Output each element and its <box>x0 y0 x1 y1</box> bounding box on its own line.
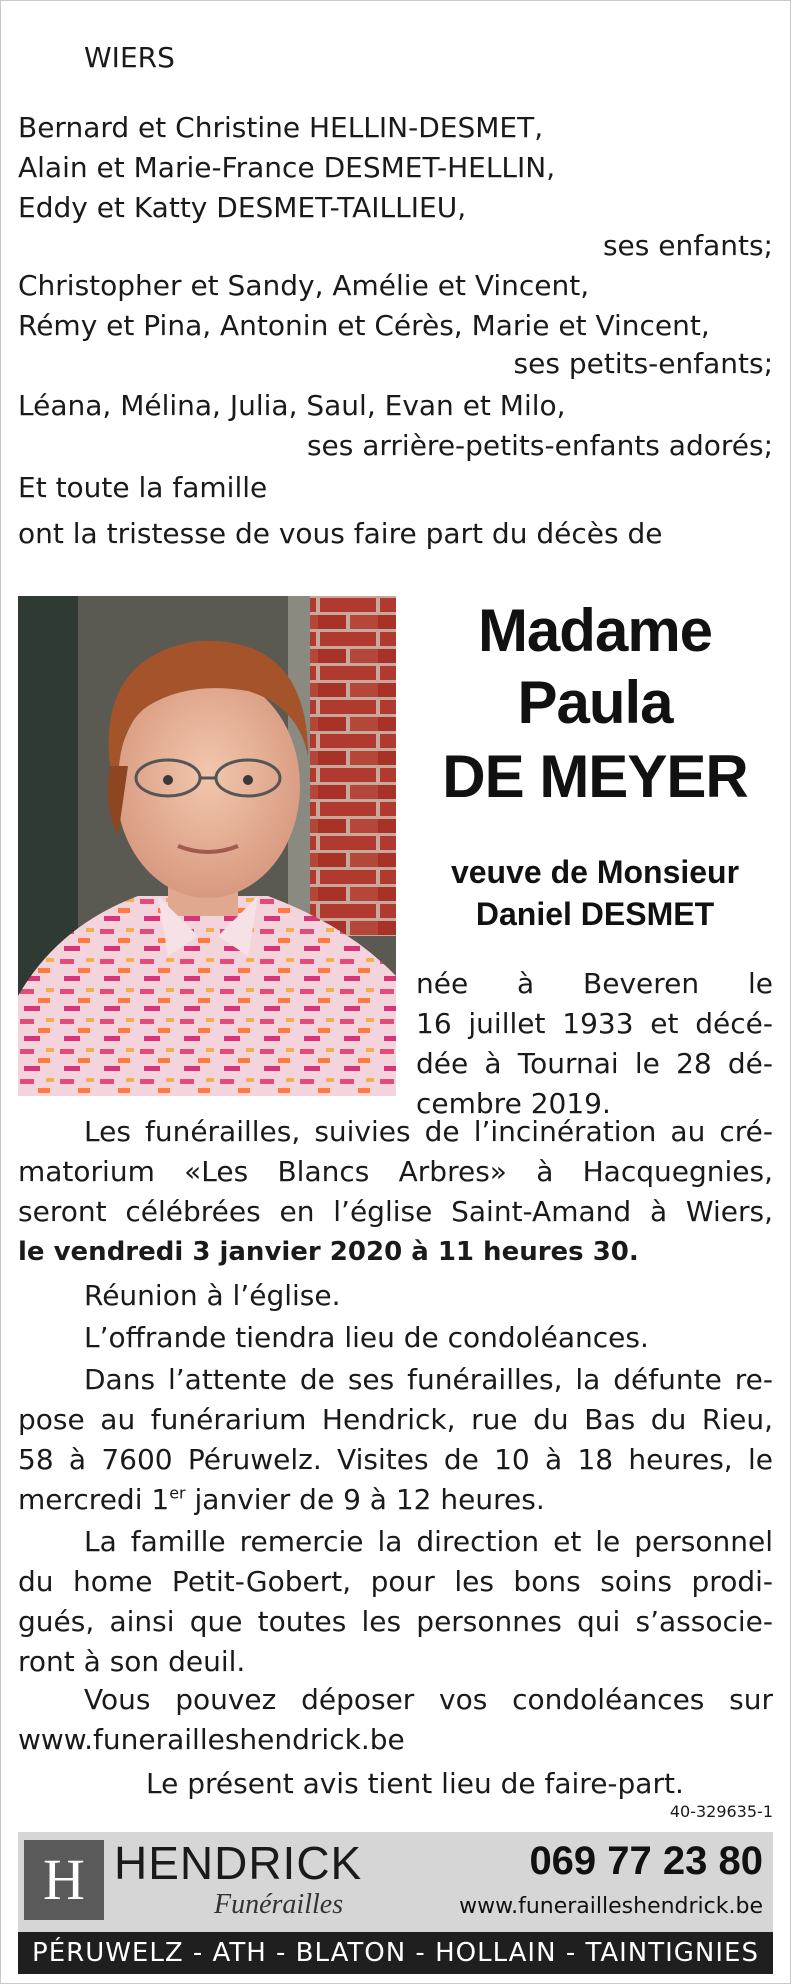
ordinal-superscript: er <box>169 1483 186 1503</box>
deceased-last-name: DE MEYER <box>442 743 748 810</box>
thanks-line: gués, ainsi que toutes les personnes qui s’associe- <box>18 1605 773 1638</box>
town-list: PÉRUWELZ - ATH - BLATON - HOLLAIN - TAINTIGNIES <box>18 1932 773 1974</box>
grandchildren-label: ses petits-enfants; <box>513 347 773 380</box>
funeral-home-banner <box>18 1832 773 1974</box>
funeral-home-subtitle: Funérailles <box>214 1889 344 1920</box>
child-line: Alain et Marie-France DESMET-HELLIN, <box>18 151 556 184</box>
deceased-first-name: Paula <box>517 669 673 736</box>
thanks-line: ront à son deuil. <box>18 1645 246 1678</box>
great-grandchildren-label: ses arrière-petits-enfants adorés; <box>306 429 773 462</box>
rest-line: pose au funérarium Hendrick, rue du Bas du Rieu, <box>18 1403 773 1436</box>
funeral-line: matorium «Les Blancs Arbres» à Hacquegnies, <box>18 1155 773 1188</box>
portrait-photo <box>18 596 396 1096</box>
deceased-title: Madame <box>477 597 713 664</box>
funeral-line: Les funérailles, suivies de l’incinération au cré- <box>84 1115 773 1148</box>
birth-death-line: dée à Tournai le 28 dé- <box>416 1047 773 1080</box>
funeral-home-name: HENDRICK <box>114 1837 363 1889</box>
birth-death-line: cembre 2019. <box>416 1087 611 1120</box>
place-header: WIERS <box>84 41 175 74</box>
rest-line: Dans l’attente de ses funérailles, la défunte re- <box>84 1363 773 1396</box>
widow-line: veuve de Monsieur <box>450 854 740 890</box>
rest-line-after: janvier de 9 à 12 heures. <box>185 1483 545 1516</box>
thanks-line: du home Petit-Gobert, pour les bons soins prodi- <box>18 1565 773 1598</box>
funeral-home-phone[interactable]: 069 77 23 80 <box>529 1839 763 1883</box>
funeral-line: seront célébrées en l’église Saint-Amand à Wiers, <box>18 1195 773 1228</box>
child-line: Bernard et Christine HELLIN-DESMET, <box>18 111 544 144</box>
condolences-url[interactable]: www.funerailleshendrick.be <box>18 1723 405 1756</box>
birth-death-line: née à Beveren le <box>416 967 773 1000</box>
offering-note: L’offrande tiendra lieu de condoléances. <box>84 1321 649 1354</box>
funeral-home-website[interactable]: www.funerailleshendrick.be <box>459 1894 763 1919</box>
rest-line-last <box>18 1480 545 1520</box>
closing-note: Le présent avis tient lieu de faire-part. <box>146 1767 684 1800</box>
whole-family: Et toute la famille <box>18 471 268 504</box>
announcement: ont la tristesse de vous faire part du décès de <box>18 517 663 550</box>
child-line: Eddy et Katty DESMET-TAILLIEU, <box>18 191 467 224</box>
birth-death-line: 16 juillet 1933 et décé- <box>416 1007 773 1040</box>
portrait-illustration <box>18 596 396 1096</box>
logo-letter: H <box>43 1847 85 1912</box>
grandchild-line: Christopher et Sandy, Amélie et Vincent, <box>18 269 590 302</box>
grandchild-line: Rémy et Pina, Antonin et Cérès, Marie et Vincent, <box>18 309 710 342</box>
great-grandchildren-line: Léana, Mélina, Julia, Saul, Evan et Milo, <box>18 389 566 422</box>
hendrick-logo <box>24 1840 104 1920</box>
children-label: ses enfants; <box>602 229 773 262</box>
condolences-line: Vous pouvez déposer vos condoléances sur <box>84 1683 773 1716</box>
rest-line: 58 à 7600 Péruwelz. Visites de 10 à 18 heures, le <box>18 1443 773 1476</box>
funeral-date: le vendredi 3 janvier 2020 à 11 heures 30. <box>18 1237 639 1267</box>
widow-line: Daniel DESMET <box>475 896 715 932</box>
reference-number: 40-329635-1 <box>669 1802 773 1821</box>
meeting-note: Réunion à l’église. <box>84 1279 341 1312</box>
rest-line-before: mercredi 1 <box>18 1483 170 1516</box>
thanks-line: La famille remercie la direction et le personnel <box>84 1525 773 1558</box>
